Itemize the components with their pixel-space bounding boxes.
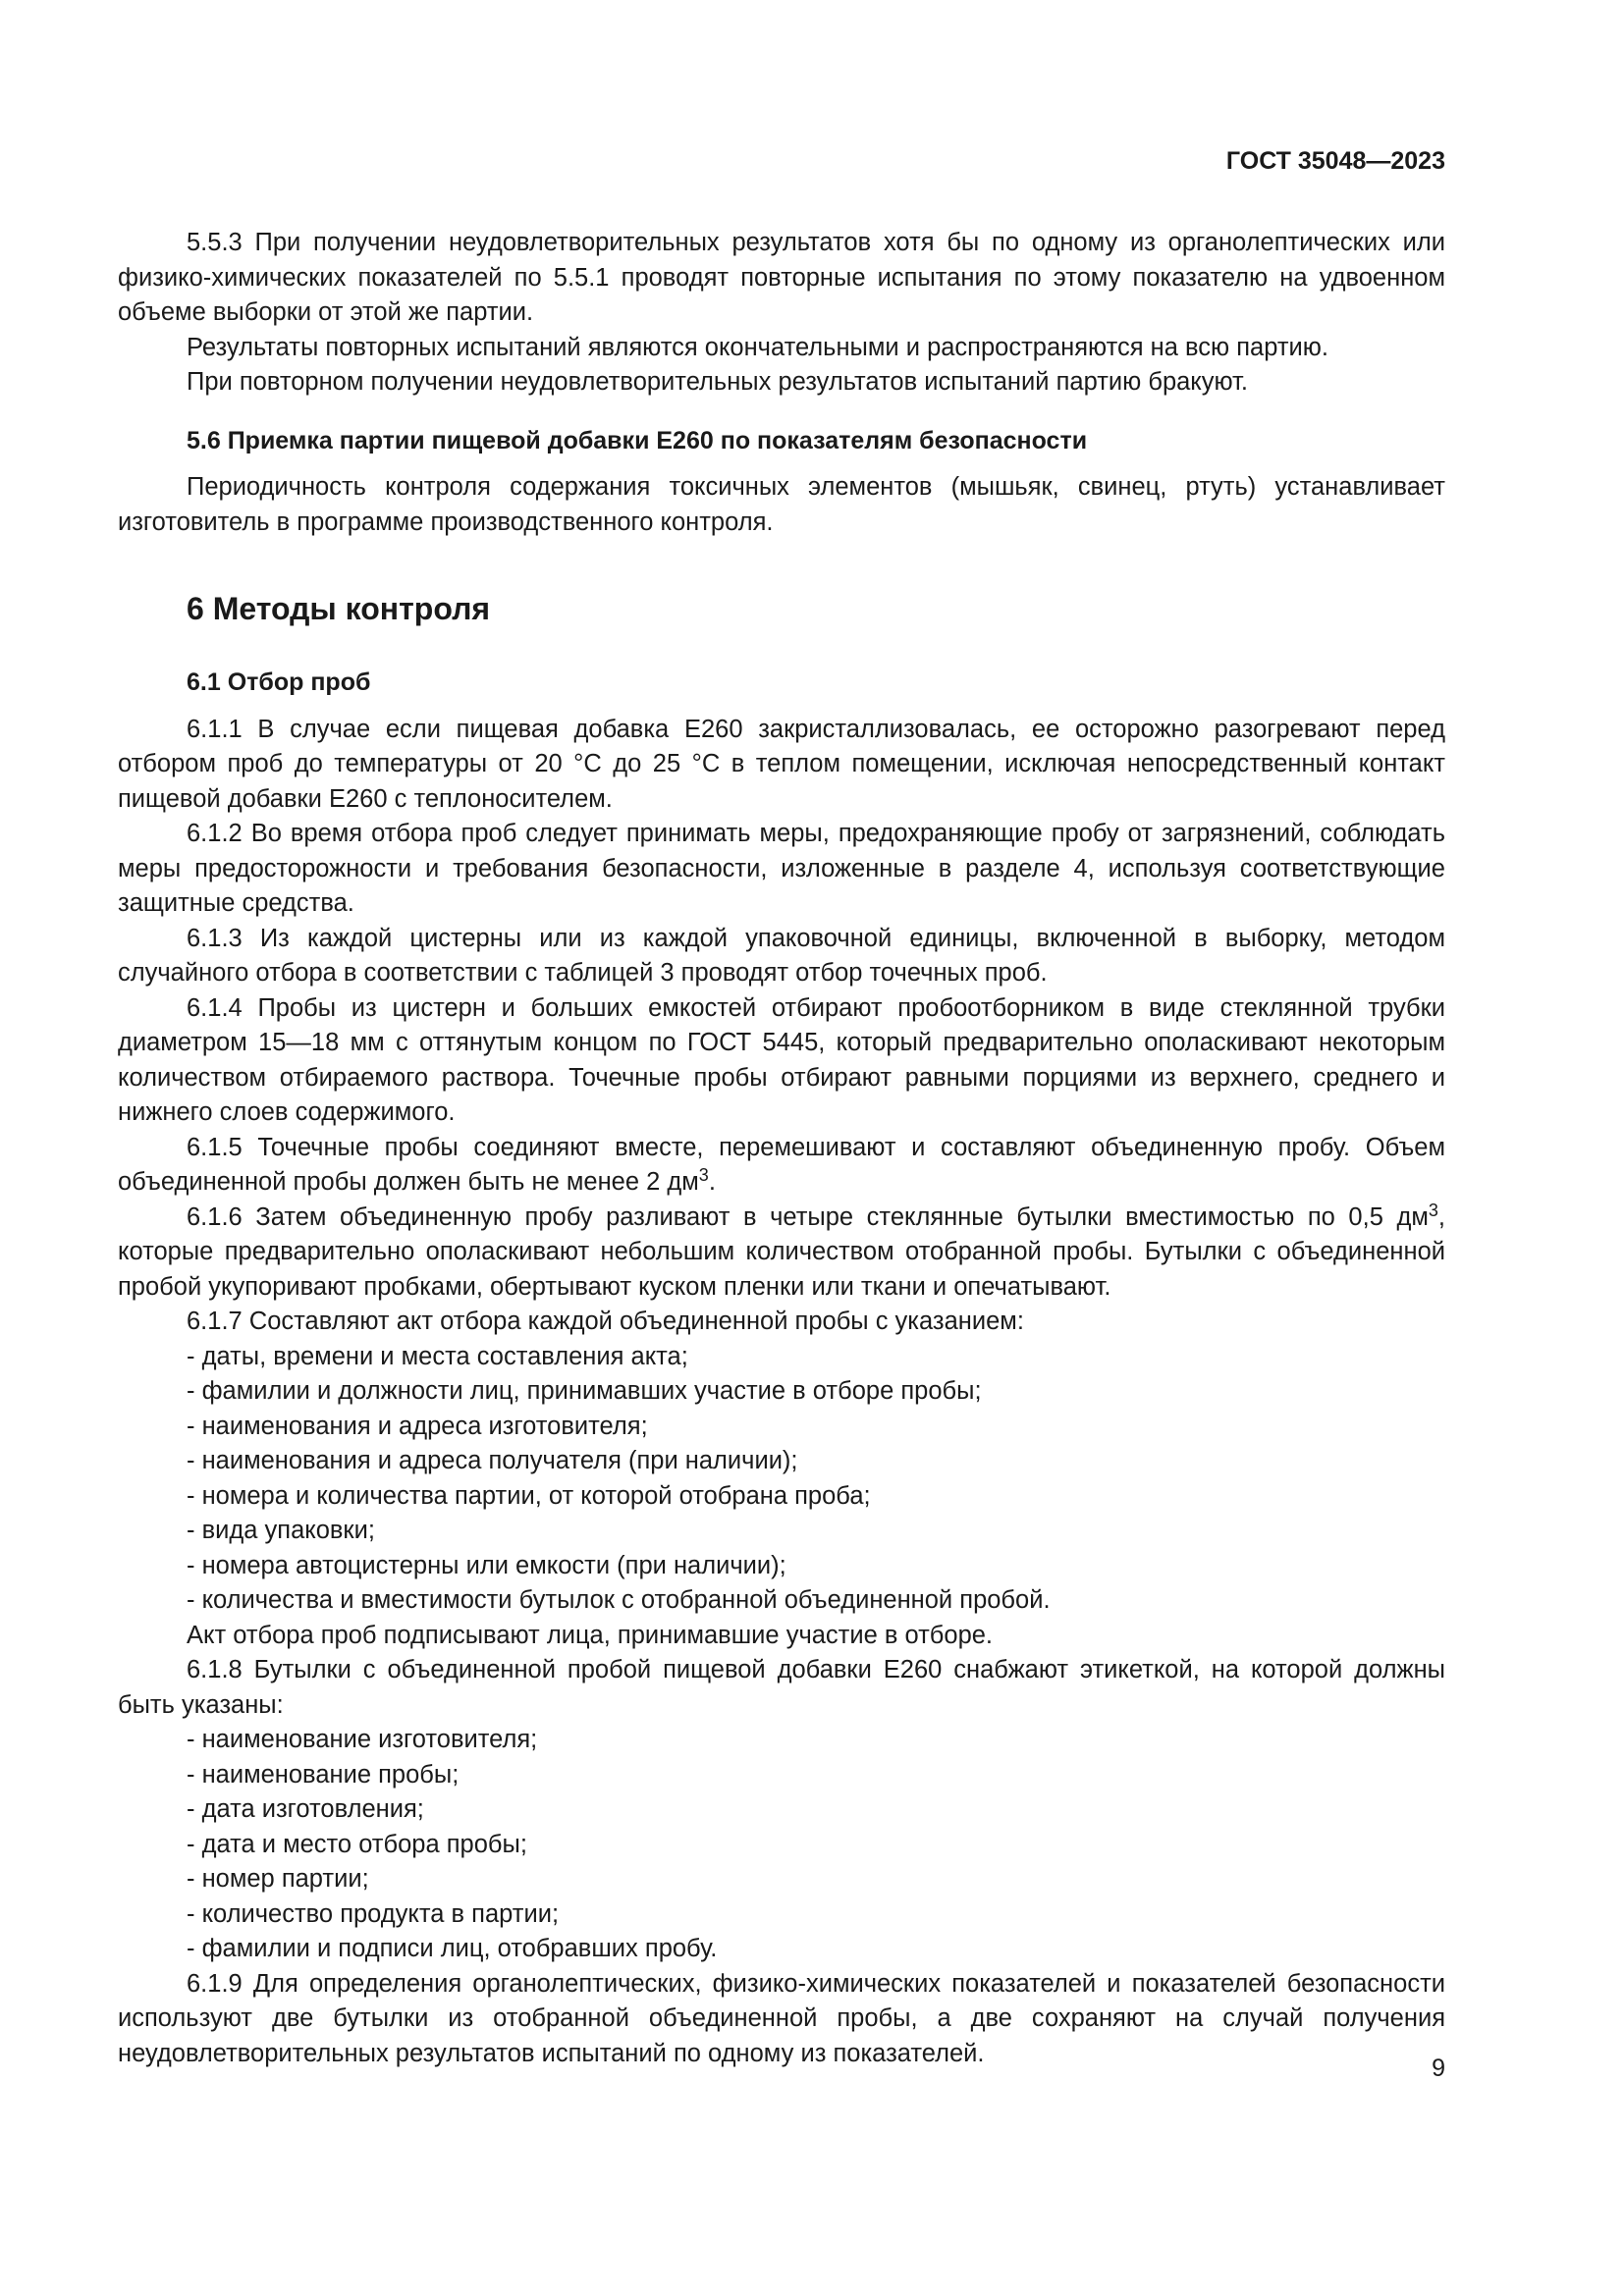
paragraph-6-1-7: 6.1.7 Составляют акт отбора каждой объединенной пробы с указанием: bbox=[187, 1308, 1024, 1335]
list-item: - номер партии; bbox=[187, 1865, 369, 1893]
list-item: - вида упаковки; bbox=[187, 1517, 375, 1544]
list-item: - наименование изготовителя; bbox=[187, 1726, 538, 1753]
list-item: - наименование пробы; bbox=[187, 1760, 460, 1789]
list-item: - наименования и адреса изготовителя; bbox=[187, 1412, 648, 1440]
paragraph-6-1-6: 6.1.6 Затем объединенную пробу разливают в четыре стеклянные бутылки вместимостью по 0,5 $дм^3$, которые предварительно ополаскивают небольшим количеством отобранной пробы. Бутылки с объединенной пробой укупоривают пробками, обертывают куском пленки или ткани и опечатывают. bbox=[118, 1200, 1445, 1301]
paragraph-6-1-1: 6.1.1 В случае если пищевая добавка Е260 закристаллизовалась, ее осторожно разогревают перед отбором проб до температуры от 20 °С до 25 °С в теплом помещении, исключая непосредственный контакт пищевой добавки Е260 с теплоносителем. bbox=[118, 715, 1445, 813]
paragraph: Акт отбора проб подписывают лица, принимавшие участие в отборе. bbox=[187, 1621, 994, 1649]
list-item: - количество продукта в партии; bbox=[187, 1899, 560, 1928]
paragraph: Результаты повторных испытаний являются окончательными и распространяются на всю партию. bbox=[187, 333, 1328, 361]
list-item: - наименования и адреса получателя (при наличии); bbox=[187, 1447, 798, 1474]
paragraph-6-1-3: 6.1.3 Из каждой цистерны или из каждой упаковочной единицы, включенной в выборку, методом случайного отбора в соответствии с таблицей 3 проводят отбор точечных проб. bbox=[118, 924, 1445, 987]
list-item: - дата изготовления; bbox=[187, 1795, 424, 1823]
section-heading-6-1: 6.1 Отбор проб bbox=[187, 668, 371, 696]
section-heading-5-6: 5.6 Приемка партии пищевой добавки Е260 по показателям безопасности bbox=[187, 426, 1088, 454]
paragraph: Периодичность контроля содержания токсичных элементов (мышьяк, свинец, ртуть) устанавливает изготовитель в программе производственного контроля. bbox=[118, 473, 1445, 536]
list-item: - дата и место отбора пробы; bbox=[187, 1830, 527, 1858]
list-item: - номера и количества партии, от которой отобрана проба; bbox=[187, 1481, 871, 1510]
paragraph-6-1-8: 6.1.8 Бутылки с объединенной пробой пищевой добавки Е260 снабжают этикеткой, на которой должны быть указаны: bbox=[118, 1656, 1445, 1719]
document-header: ГОСТ 35048—2023 bbox=[1225, 147, 1445, 175]
paragraph-6-1-4: 6.1.4 Пробы из цистерн и больших емкостей отбирают пробоотборником в виде стеклянной трубки диаметром 15—18 мм с оттянутым концом по ГОСТ 5445, который предварительно ополаскивают некоторым количеством отбираемого раствора. Точечные пробы отбирают равными порциями из верхнего, среднего и нижнего слоев содержимого. bbox=[118, 993, 1445, 1126]
list-item: - даты, времени и места составления акта; bbox=[187, 1342, 688, 1370]
paragraph-6-1-2: 6.1.2 Во время отбора проб следует принимать меры, предохраняющие пробу от загрязнений, соблюдать меры предосторожности и требования безопасности, изложенные в разделе 4, используя соответствующие защитные средства. bbox=[118, 820, 1445, 917]
paragraph-6-1-9: 6.1.9 Для определения органолептических, физико-химических показателей и показателей безопасности используют две бутылки из отобранной объединенной пробы, а две сохраняют на случай получения неудовлетворительных результатов испытаний по одному из показателей. bbox=[118, 1969, 1445, 2067]
list-item: - номера автоцистерны или емкости (при наличии); bbox=[187, 1551, 786, 1579]
section-heading-6: 6 Методы контроля bbox=[187, 591, 491, 626]
list-item: - фамилии и должности лиц, принимавших участие в отборе пробы; bbox=[187, 1377, 982, 1405]
paragraph-6-1-5: 6.1.5 Точечные пробы соединяют вместе, перемешивают и составляют объединенную пробу. Объем объединенной пробы должен быть не менее 2 $дм^3$. bbox=[118, 1133, 1445, 1196]
paragraph-5-5-3: 5.5.3 При получении неудовлетворительных результатов хотя бы по одному из органолептических или физико-химических показателей по 5.5.1 проводят повторные испытания по этому показателю на удвоенном объеме выборки от этой же партии. bbox=[118, 229, 1445, 326]
page-number: 9 bbox=[1432, 2055, 1445, 2082]
list-item: - количества и вместимости бутылок с отобранной объединенной пробой. bbox=[187, 1586, 1051, 1614]
list-6-1-8 bbox=[118, 1723, 1445, 1967]
document-body bbox=[118, 226, 1445, 2071]
list-6-1-7 bbox=[118, 1340, 1445, 1619]
paragraph: При повторном получении неудовлетворительных результатов испытаний партию бракуют. bbox=[187, 368, 1248, 396]
list-item: - фамилии и подписи лиц, отобравших пробу. bbox=[187, 1935, 718, 1962]
